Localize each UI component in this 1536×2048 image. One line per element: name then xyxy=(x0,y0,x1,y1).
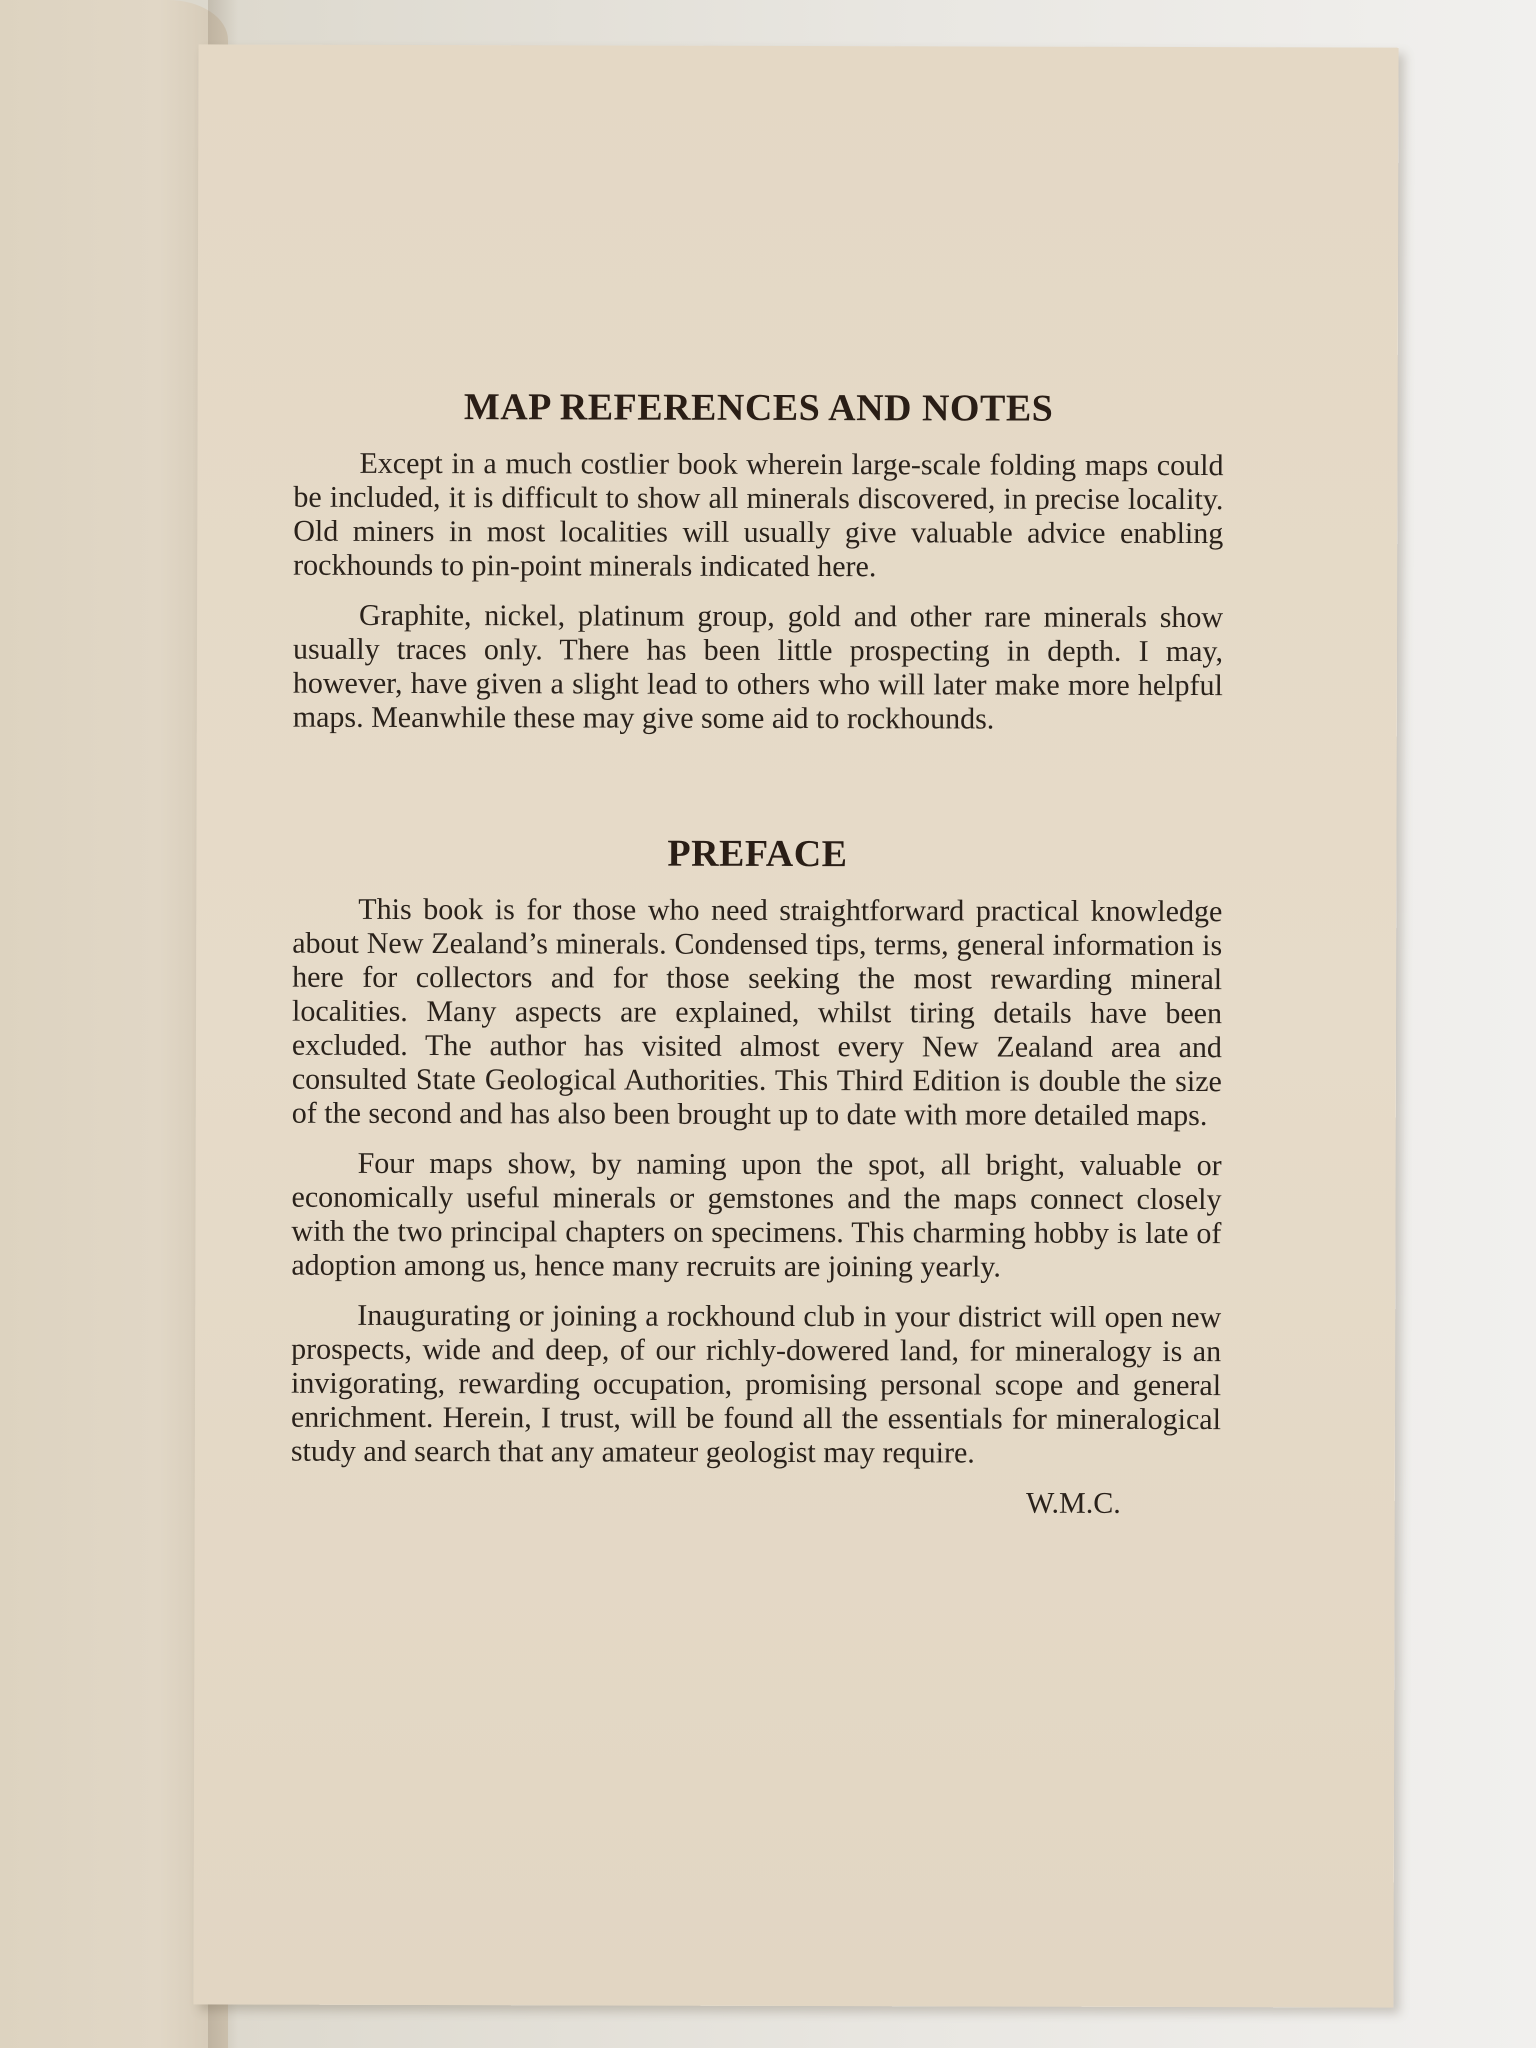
paragraph: Inaugurating or joining a rockhound club in your district will open new prospects, wide and deep, of our richly-dowered land, for mineralogy is an invigorating, rewarding occupation, promising personal scope and general enrichment. Herein, I trust, will be found all the essentials for mineralogical study and search that any amateur geologist may require. xyxy=(290,1298,1222,1470)
book-page xyxy=(193,44,1398,2007)
paragraph: Graphite, nickel, platinum group, gold and other rare minerals show usually traces only. There has been little prospecting in depth. I may, however, have given a slight lead to others who will later make more helpful maps. Meanwhile these may give some aid to rockhounds. xyxy=(292,598,1224,736)
map-references-section xyxy=(293,385,1224,737)
section-spacer xyxy=(293,751,1223,833)
signature: W.M.C. xyxy=(1025,1486,1121,1520)
paragraph: This book is for those who need straightforward practical knowledge about New Zealand’s minerals. Condensed tips, terms, general information is here for collectors and for those seeking the most rewarding mineral localities. Many aspects are explained, whilst tiring details have been excluded. The author has visited almost every New Zealand area and consulted State Geological Authorities. This Third Edition is double the size of the second and has also been brought up to date with more detailed maps. xyxy=(291,892,1223,1133)
paragraph: Four maps show, by naming upon the spot, all bright, valuable or economically useful minerals or gemstones and the maps connect closely with the two principal chapters on specimens. This charming hobby is late of adoption among us, hence many recruits are joining yearly. xyxy=(291,1146,1222,1284)
section-heading: PREFACE xyxy=(667,832,848,876)
paragraph: Except in a much costlier book wherein large-scale folding maps could be included, it is difficult to show all minerals discovered, in precise locality. Old miners in most localities will usually give valuable advice enabling rockhounds to pin-point minerals indicated here. xyxy=(293,446,1224,584)
section-heading: MAP REFERENCES AND NOTES xyxy=(463,386,1054,430)
page-content xyxy=(291,385,1224,1521)
preface-section xyxy=(291,831,1223,1521)
